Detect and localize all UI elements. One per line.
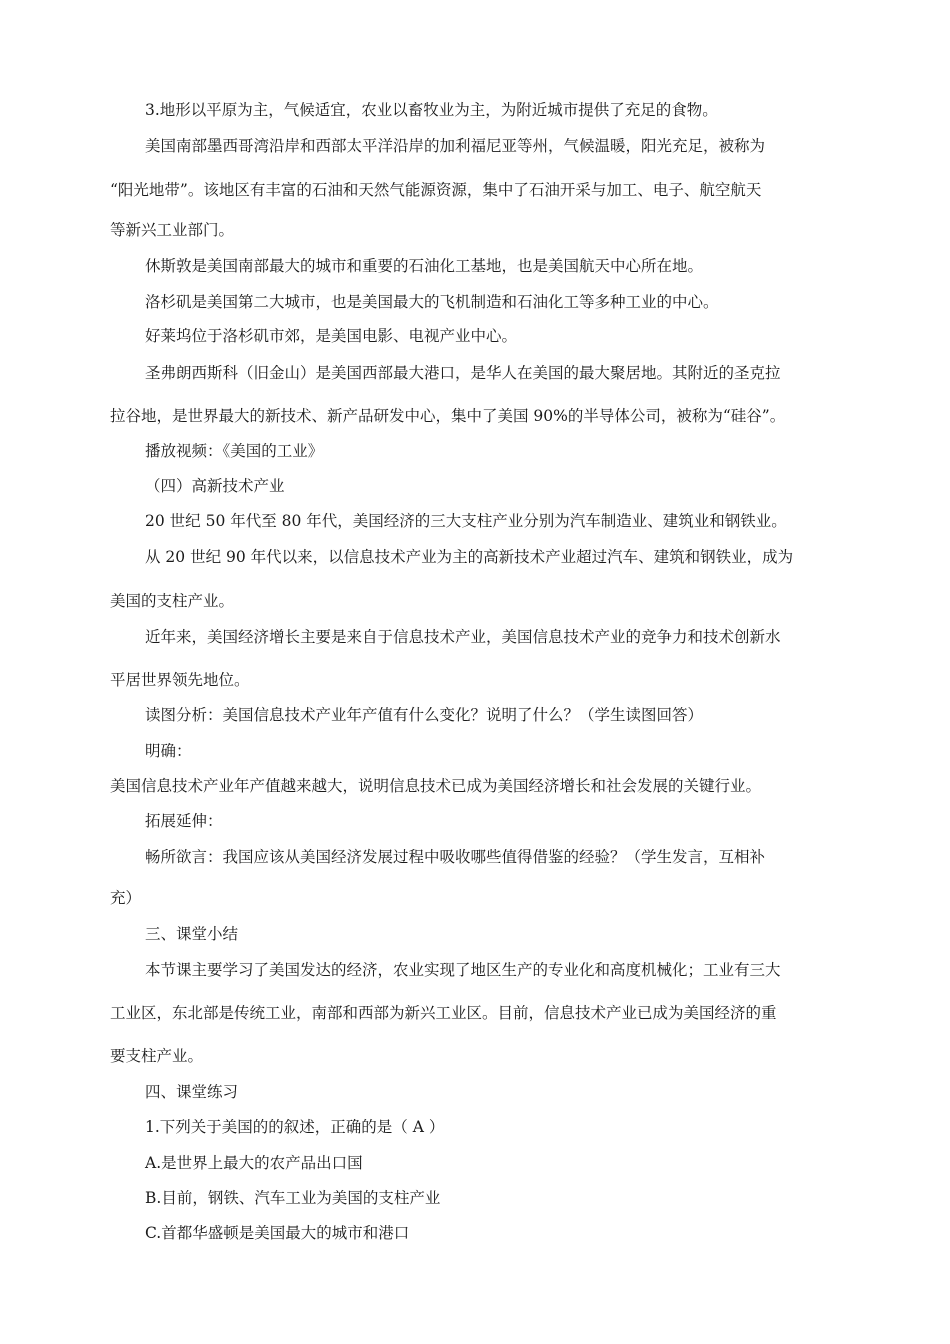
paragraph-line: 要支柱产业。 xyxy=(110,1047,204,1065)
paragraph-line: 读图分析：美国信息技术产业年产值有什么变化？说明了什么？（学生读图回答） xyxy=(145,706,704,724)
answer-option: C.首都华盛顿是美国最大的城市和港口 xyxy=(145,1224,410,1242)
paragraph-line: 拉谷地，是世界最大的新技术、新产品研发中心，集中了美国 90%的半导体公司，被称为“硅谷”。 xyxy=(110,407,786,425)
paragraph-line: 等新兴工业部门。 xyxy=(110,221,235,239)
answer-option: A.是世界上最大的农产品出口国 xyxy=(145,1154,363,1172)
answer-option: B.目前，钢铁、汽车工业为美国的支柱产业 xyxy=(145,1189,441,1207)
paragraph-line: 平居世界领先地位。 xyxy=(110,671,250,689)
paragraph-line: 从 20 世纪 90 年代以来，以信息技术产业为主的高新技术产业超过汽车、建筑和钢铁业，成为 xyxy=(145,548,794,566)
paragraph-line: 近年来，美国经济增长主要是来自于信息技术产业，美国信息技术产业的竞争力和技术创新水 xyxy=(145,628,781,646)
paragraph-line: 圣弗朗西斯科（旧金山）是美国西部最大港口，是华人在美国的最大聚居地。其附近的圣克拉 xyxy=(145,364,781,382)
paragraph-line: 本节课主要学习了美国发达的经济，农业实现了地区生产的专业化和高度机械化；工业有三大 xyxy=(145,961,781,979)
paragraph-line: 拓展延伸： xyxy=(145,812,223,830)
paragraph-line: 充） xyxy=(110,889,142,907)
paragraph-line: 明确： xyxy=(145,742,192,760)
paragraph-line: 畅所欲言：我国应该从美国经济发展过程中吸收哪些值得借鉴的经验？（学生发言，互相补 xyxy=(145,848,766,866)
paragraph-line: 20 世纪 50 年代至 80 年代，美国经济的三大支柱产业分别为汽车制造业、建筑业和钢铁业。 xyxy=(145,512,787,530)
paragraph-line: 好莱坞位于洛杉矶市郊，是美国电影、电视产业中心。 xyxy=(145,327,518,345)
section-heading: 四、课堂练习 xyxy=(145,1083,239,1101)
paragraph-line: “阳光地带”。该地区有丰富的石油和天然气能源资源，集中了石油开采与加工、电子、航空航天 xyxy=(110,181,762,199)
question-line: 1.下列关于美国的的叙述，正确的是（ A ） xyxy=(145,1118,445,1136)
paragraph-line: 3.地形以平原为主，气候适宜，农业以畜牧业为主，为附近城市提供了充足的食物。 xyxy=(145,101,718,119)
paragraph-line: 洛杉矶是美国第二大城市，也是美国最大的飞机制造和石油化工等多种工业的中心。 xyxy=(145,293,719,311)
paragraph-line: 休斯敦是美国南部最大的城市和重要的石油化工基地，也是美国航天中心所在地。 xyxy=(145,257,704,275)
paragraph-line: 工业区，东北部是传统工业，南部和西部为新兴工业区。目前，信息技术产业已成为美国经济的重 xyxy=(110,1004,777,1022)
section-heading: 三、课堂小结 xyxy=(145,925,239,943)
paragraph-line: 美国的支柱产业。 xyxy=(110,592,235,610)
paragraph-line: 美国南部墨西哥湾沿岸和西部太平洋沿岸的加利福尼亚等州，气候温暖，阳光充足，被称为 xyxy=(145,137,766,155)
section-heading: （四）高新技术产业 xyxy=(145,477,285,495)
paragraph-line: 播放视频：《美国的工业》 xyxy=(145,442,324,460)
paragraph-line: 美国信息技术产业年产值越来越大，说明信息技术已成为美国经济增长和社会发展的关键行业。 xyxy=(110,777,762,795)
